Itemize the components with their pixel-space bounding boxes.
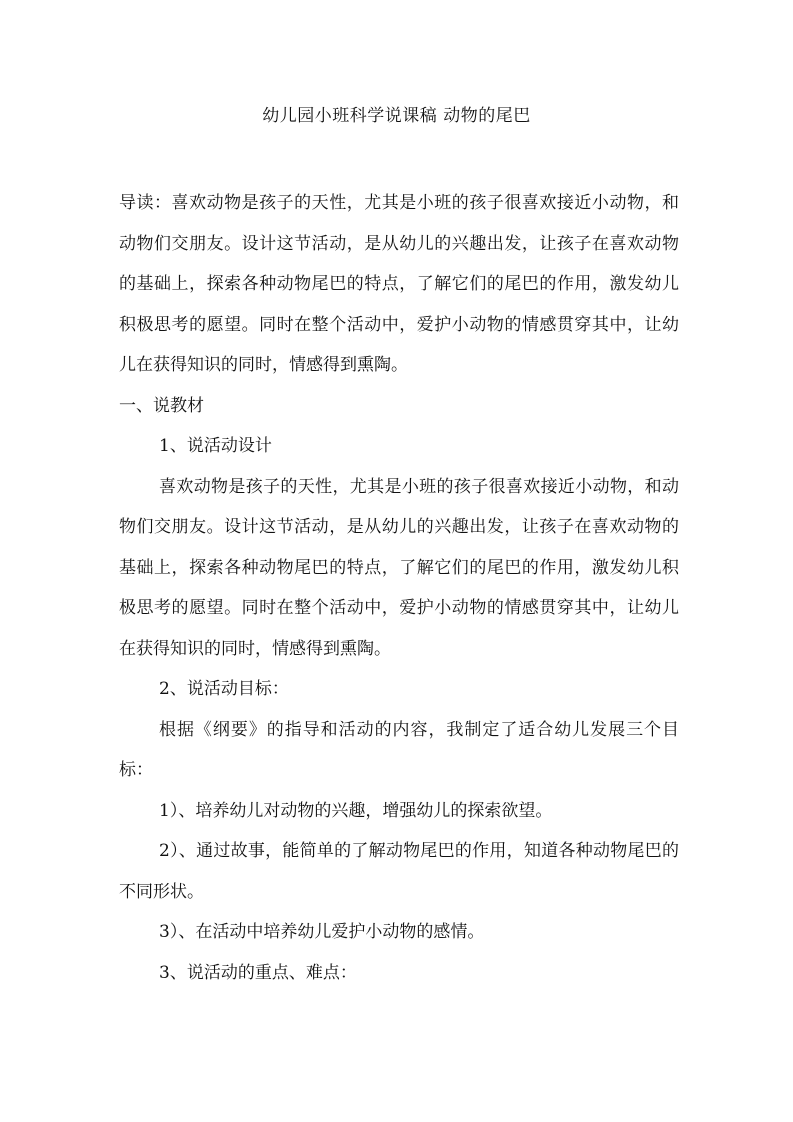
paragraph-intro: 导读：喜欢动物是孩子的天性，尤其是小班的孩子很喜欢接近小动物，和动物们交朋友。设计这节活动，是从幼儿的兴趣出发，让孩子在喜欢动物的基础上，探索各种动物尾巴的特点，了解它们的尾巴的作用，激发幼儿积极思考的愿望。同时在整个活动中，爱护小动物的情感贯穿其中，让幼儿在获得知识的同时，情感得到熏陶。 [119, 193, 679, 375]
paragraph-activity-design: 喜欢动物是孩子的天性，尤其是小班的孩子很喜欢接近小动物，和动物们交朋友。设计这节活动，是从幼儿的兴趣出发，让孩子在喜欢动物的基础上，探索各种动物尾巴的特点，了解它们的尾巴的作用，激发幼儿积极思考的愿望。同时在整个活动中，爱护小动物的情感贯穿其中，让幼儿在获得知识的同时，情感得到熏陶。 [119, 476, 679, 659]
document-body [119, 183, 679, 993]
subheading-activity-design: 1、说活动设计 [159, 436, 272, 456]
paragraph-goals-intro: 根据《纲要》的指导和活动的内容，我制定了适合幼儿发展三个目标： [119, 719, 679, 780]
subheading-activity-goals: 2、说活动目标： [159, 679, 289, 699]
goal-item-2: 2）、通过故事，能简单的了解动物尾巴的作用，知道各种动物尾巴的不同形状。 [119, 841, 679, 902]
goal-item-3: 3）、在活动中培养幼儿爱护小动物的感情。 [159, 922, 485, 942]
document-title: 幼儿园小班科学说课稿 动物的尾巴 [262, 106, 531, 126]
heading-section-1: 一、说教材 [119, 395, 204, 416]
subheading-key-points: 3、说活动的重点、难点： [159, 962, 357, 983]
goal-item-1: 1）、培养幼儿对动物的兴趣，增强幼儿的探索欲望。 [159, 800, 553, 821]
